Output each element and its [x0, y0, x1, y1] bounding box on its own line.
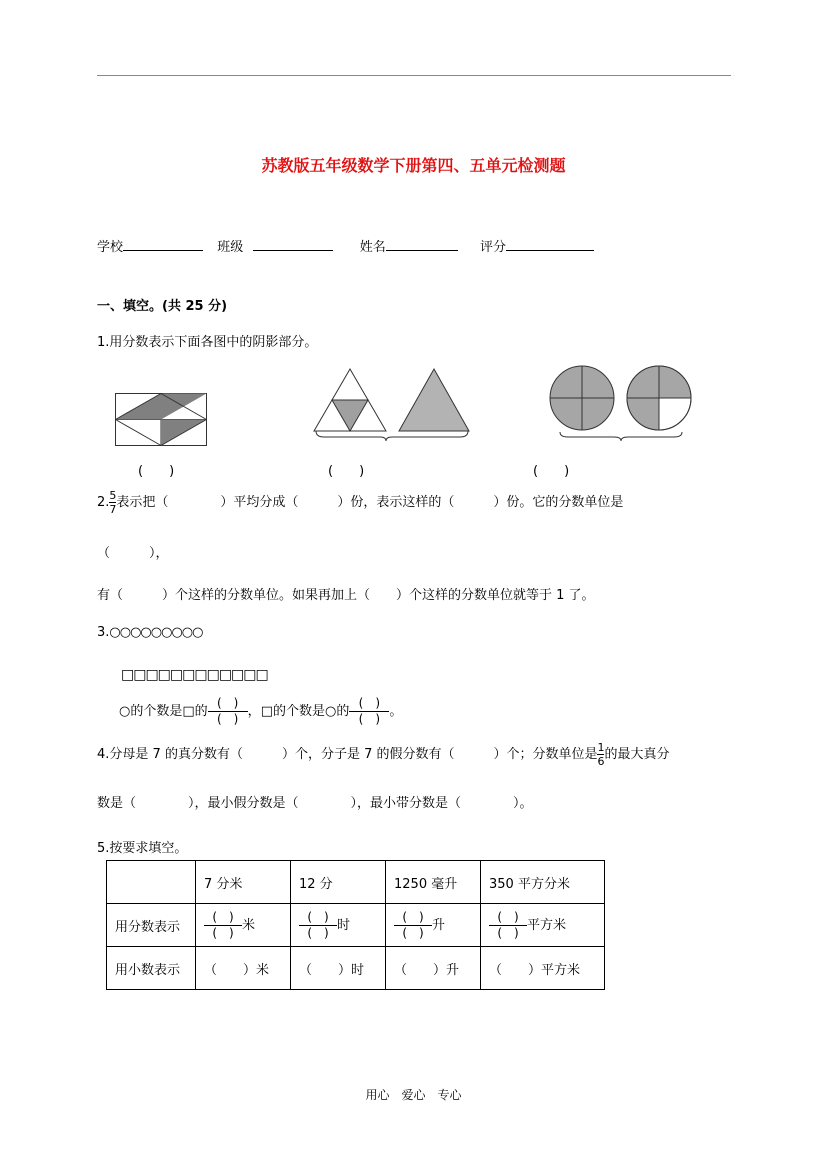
q3-text-a: 的个数是 [130, 704, 183, 719]
decimal-cell[interactable]: （ ）升 [386, 947, 481, 990]
q1-text: 1.用分数表示下面各图中的阴影部分。 [97, 335, 318, 350]
row-label: 用小数表示 [107, 947, 196, 990]
score-label: 评分 [480, 240, 507, 255]
q2-line1 [97, 490, 623, 515]
q3-fraction-1[interactable]: ( ) ( ) [208, 696, 248, 727]
school-blank[interactable] [123, 237, 203, 251]
class-blank[interactable] [253, 237, 333, 251]
table-header-cell [107, 861, 196, 904]
table-header-row [107, 861, 605, 904]
page-footer: 用心 爱心 专心 [365, 1088, 462, 1102]
q2-number: 2. [97, 495, 110, 510]
q3-circle-symbol-2: ○ [325, 704, 337, 719]
q3-circles: ○○○○○○○○○ [109, 625, 203, 640]
q2-frac-den: 7 [109, 503, 117, 516]
q3-line1 [97, 625, 203, 640]
q4-text-a: 4.分母是 7 的真分数有（ ）个，分子是 7 的假分数有（ ）个；分数单位是 [97, 747, 598, 762]
header-rule [97, 75, 731, 76]
section1-heading: 一、填空。(共 25 分) [97, 299, 228, 314]
q3-number: 3. [97, 625, 110, 640]
q3-square-symbol-2: □ [260, 704, 273, 719]
q3-square-symbol: □ [182, 704, 195, 719]
fraction-cell[interactable]: ( ) ( ) 平方米 [481, 904, 605, 947]
q4-line1 [97, 742, 670, 767]
fraction-cell[interactable]: ( ) ( ) 时 [291, 904, 386, 947]
q2-frac-num: 5 [109, 489, 117, 502]
name-blank[interactable] [386, 237, 458, 251]
q2-text: 表示把（ ）平均分成（ ）份，表示这样的（ ）份。它的分数单位是 [116, 495, 624, 510]
rectangle-figure [115, 393, 208, 447]
q4-text-b: 的最大真分 [604, 747, 670, 762]
decimal-cell[interactable]: （ ）时 [291, 947, 386, 990]
table-row-decimal [107, 947, 605, 990]
circles-figure [546, 362, 696, 442]
q3-squares: □□□□□□□□□□□□ [121, 667, 268, 683]
q3-circle-symbol: ○ [119, 704, 131, 719]
school-label: 学校 [97, 240, 124, 255]
triangles-figure [310, 365, 475, 441]
table-row-fraction [107, 904, 605, 947]
info-line [97, 236, 594, 255]
q1-answer-3[interactable]: ( ) [533, 464, 570, 479]
q3-line3: ○的个数是□的 ( ) ( ) ，□的个数是○的 ( ) ( ) 。 [119, 696, 403, 726]
score-blank[interactable] [506, 237, 594, 251]
name-label: 姓名 [359, 240, 386, 255]
page-title: 苏教版五年级数学下册第四、五单元检测题 [261, 156, 566, 175]
q2-line2: （ ）， [97, 546, 169, 561]
table-header-cell: 12 分 [291, 861, 386, 904]
class-label: 班级 [217, 240, 244, 255]
fraction-cell[interactable]: ( ) ( ) 米 [196, 904, 291, 947]
table-header-cell: 350 平方分米 [481, 861, 605, 904]
q3-text-b: 的 [194, 704, 208, 719]
decimal-cell[interactable]: （ ）平方米 [481, 947, 605, 990]
table-header-cell: 1250 毫升 [386, 861, 481, 904]
q4-line2: 数是（ ），最小假分数是（ ），最小带分数是（ ）。 [97, 796, 533, 811]
table-header-cell: 7 分米 [196, 861, 291, 904]
row-label: 用分数表示 [107, 904, 196, 947]
q5-table [106, 860, 605, 990]
q1-answer-2[interactable]: ( ) [328, 464, 365, 479]
q4-fraction: $\frac{1}{6}$ [597, 741, 605, 768]
q2-line3: 有（ ）个这样的分数单位。如果再加上（ ）个这样的分数单位就等于 1 了。 [97, 588, 595, 603]
q3-fraction-2[interactable]: ( ) ( ) [349, 696, 389, 727]
q1-answer-1[interactable]: ( ) [138, 464, 175, 479]
fraction-cell[interactable]: ( ) ( ) 升 [386, 904, 481, 947]
decimal-cell[interactable]: （ ）米 [196, 947, 291, 990]
q5-text: 5.按要求填空。 [97, 841, 188, 856]
